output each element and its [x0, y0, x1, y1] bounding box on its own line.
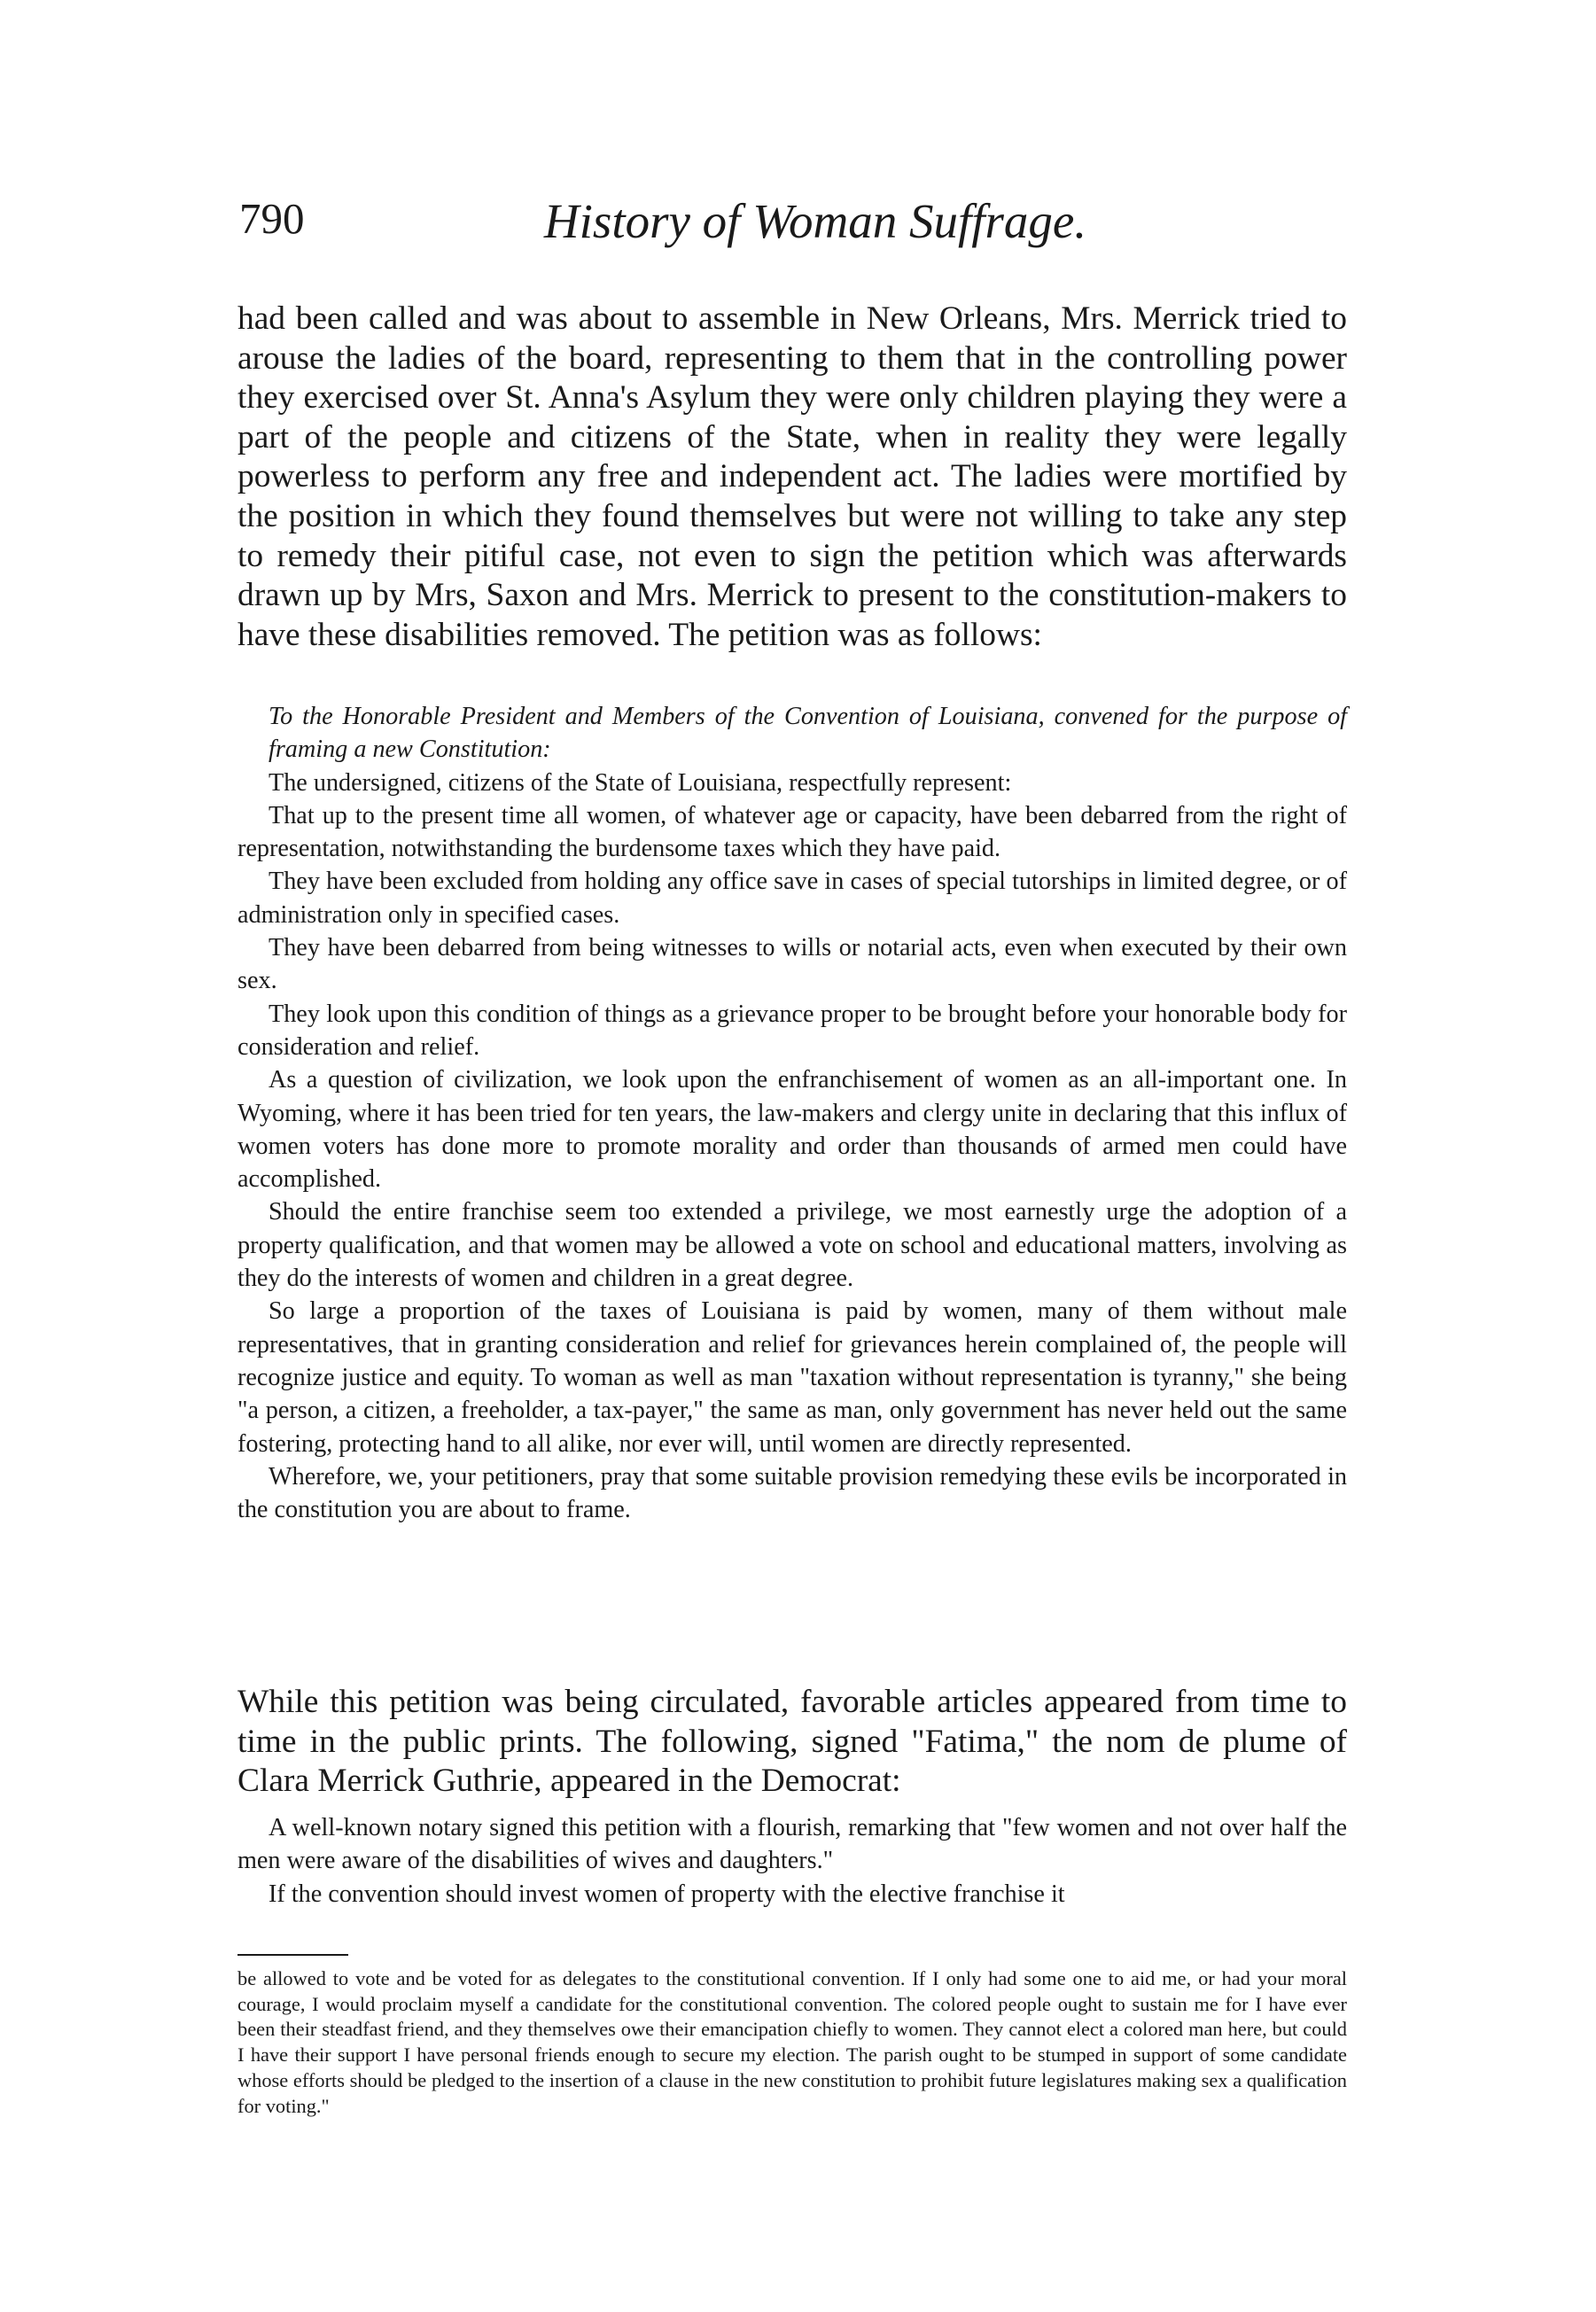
running-title: History of Woman Suffrage.	[543, 194, 1087, 248]
body-paragraph-2	[237, 1683, 1347, 1802]
footnote-rule	[237, 1954, 348, 1956]
intro-paragraph: had been called and was about to assemble in New Orleans, Mrs. Merrick tried to arouse the ladies of the board, representing to them that in the controlling power they exercised over St. Anna's Asylum they were only children playing they were a part of the people and citizens of the State, when in reality they were legally powerless to perform any free and independent act. The ladies were mortified by the position in which they found themselves but were not willing to take any step to remedy their pitiful case, not even to sign the petition which was afterwards drawn up by Mrs, Saxon and Mrs. Merrick to present to the constitution-makers to have these disabilities removed. The petition was as follows:	[237, 300, 1347, 653]
circulation-paragraph: While this petition was being circulated, favorable articles appeared from time to time in the public prints. The following, signed "Fatima," the nom de plume of Clara Merrick Guthrie, appeared in the Democrat:	[237, 1684, 1347, 1800]
page-header	[239, 193, 1347, 273]
petition-paragraph: Wherefore, we, your petitioners, pray that some suitable provision remedying these evils be incorporated in the constitution you are about to frame.	[237, 1462, 1347, 1524]
petition-paragraph: They have been excluded from holding any office save in cases of special tutorships in limited degree, or of administration only in specified cases.	[237, 868, 1347, 929]
petition-address: To the Honorable President and Members of the Convention of Louisiana, convened for the purpose of framing a new Constitution:	[269, 703, 1347, 764]
quote-paragraph: A well-known notary signed this petition with a flourish, remarking that "few women and not over half the men were aware of the disabilities of wives and daughters."	[237, 1814, 1347, 1875]
petition-paragraph: As a question of civilization, we look upon the enfranchisement of women as an all-important one. In Wyoming, where it has been tried for ten years, the law-makers and clergy unite in declaring that this influx of women voters has done more to promote morality and order than thousands of armed men could have accomplished.	[237, 1066, 1347, 1194]
petition-paragraph: Should the entire franchise seem too extended a privilege, we most earnestly urge the adoption of a property qualification, and that women may be allowed a vote on school and educational matters, involving as they do the interests of women and children in a great degree.	[237, 1198, 1347, 1293]
petition-paragraph: That up to the present time all women, of whatever age or capacity, have been debarred from the right of representation, notwithstanding the burdensome taxes which they have paid.	[237, 801, 1347, 863]
footnote-text: be allowed to vote and be voted for as delegates to the constitutional convention. If I only had some one to aid me, or had your moral courage, I would proclaim myself a candidate for the constitutional convention. The colored people ought to sustain me for I have ever been their steadfast friend, and they themselves owe their emancipation chiefly to women. They cannot elect a colored man here, but could I have their support I have personal friends enough to secure my election. The parish ought to be stumped in support of some candidate whose efforts should be pledged to the insertion of a clause in the new constitution to prohibit future legislatures making sex a qualification for voting."	[237, 1967, 1347, 2117]
petition-paragraph: They have been debarred from being witnesses to wills or notarial acts, even when executed by their own sex.	[237, 934, 1347, 995]
petition-paragraph: The undersigned, citizens of the State of Louisiana, respectfully represent:	[269, 768, 1012, 797]
body-paragraph	[237, 300, 1347, 655]
petition-paragraph: So large a proportion of the taxes of Louisiana is paid by women, many of them without male representatives, that in granting consideration and relief for grievances herein complained of, the people will recognize justice and equity. To woman as well as man "taxation without representation is tyranny," she being "a person, a citizen, a freeholder, a tax-payer," the same as man, only government has never held out the same fostering, protecting hand to all alike, nor ever will, until women are directly represented.	[237, 1297, 1347, 1458]
page-number: 790	[239, 194, 305, 243]
quoted-article	[237, 1811, 1347, 1911]
quote-paragraph: If the convention should invest women of property with the elective franchise it	[269, 1880, 1065, 1908]
footnote	[237, 1966, 1347, 2119]
petition-block	[237, 700, 1347, 1526]
petition-paragraph: They look upon this condition of things as a grievance proper to be brought before your honorable body for consideration and relief.	[237, 1000, 1347, 1061]
